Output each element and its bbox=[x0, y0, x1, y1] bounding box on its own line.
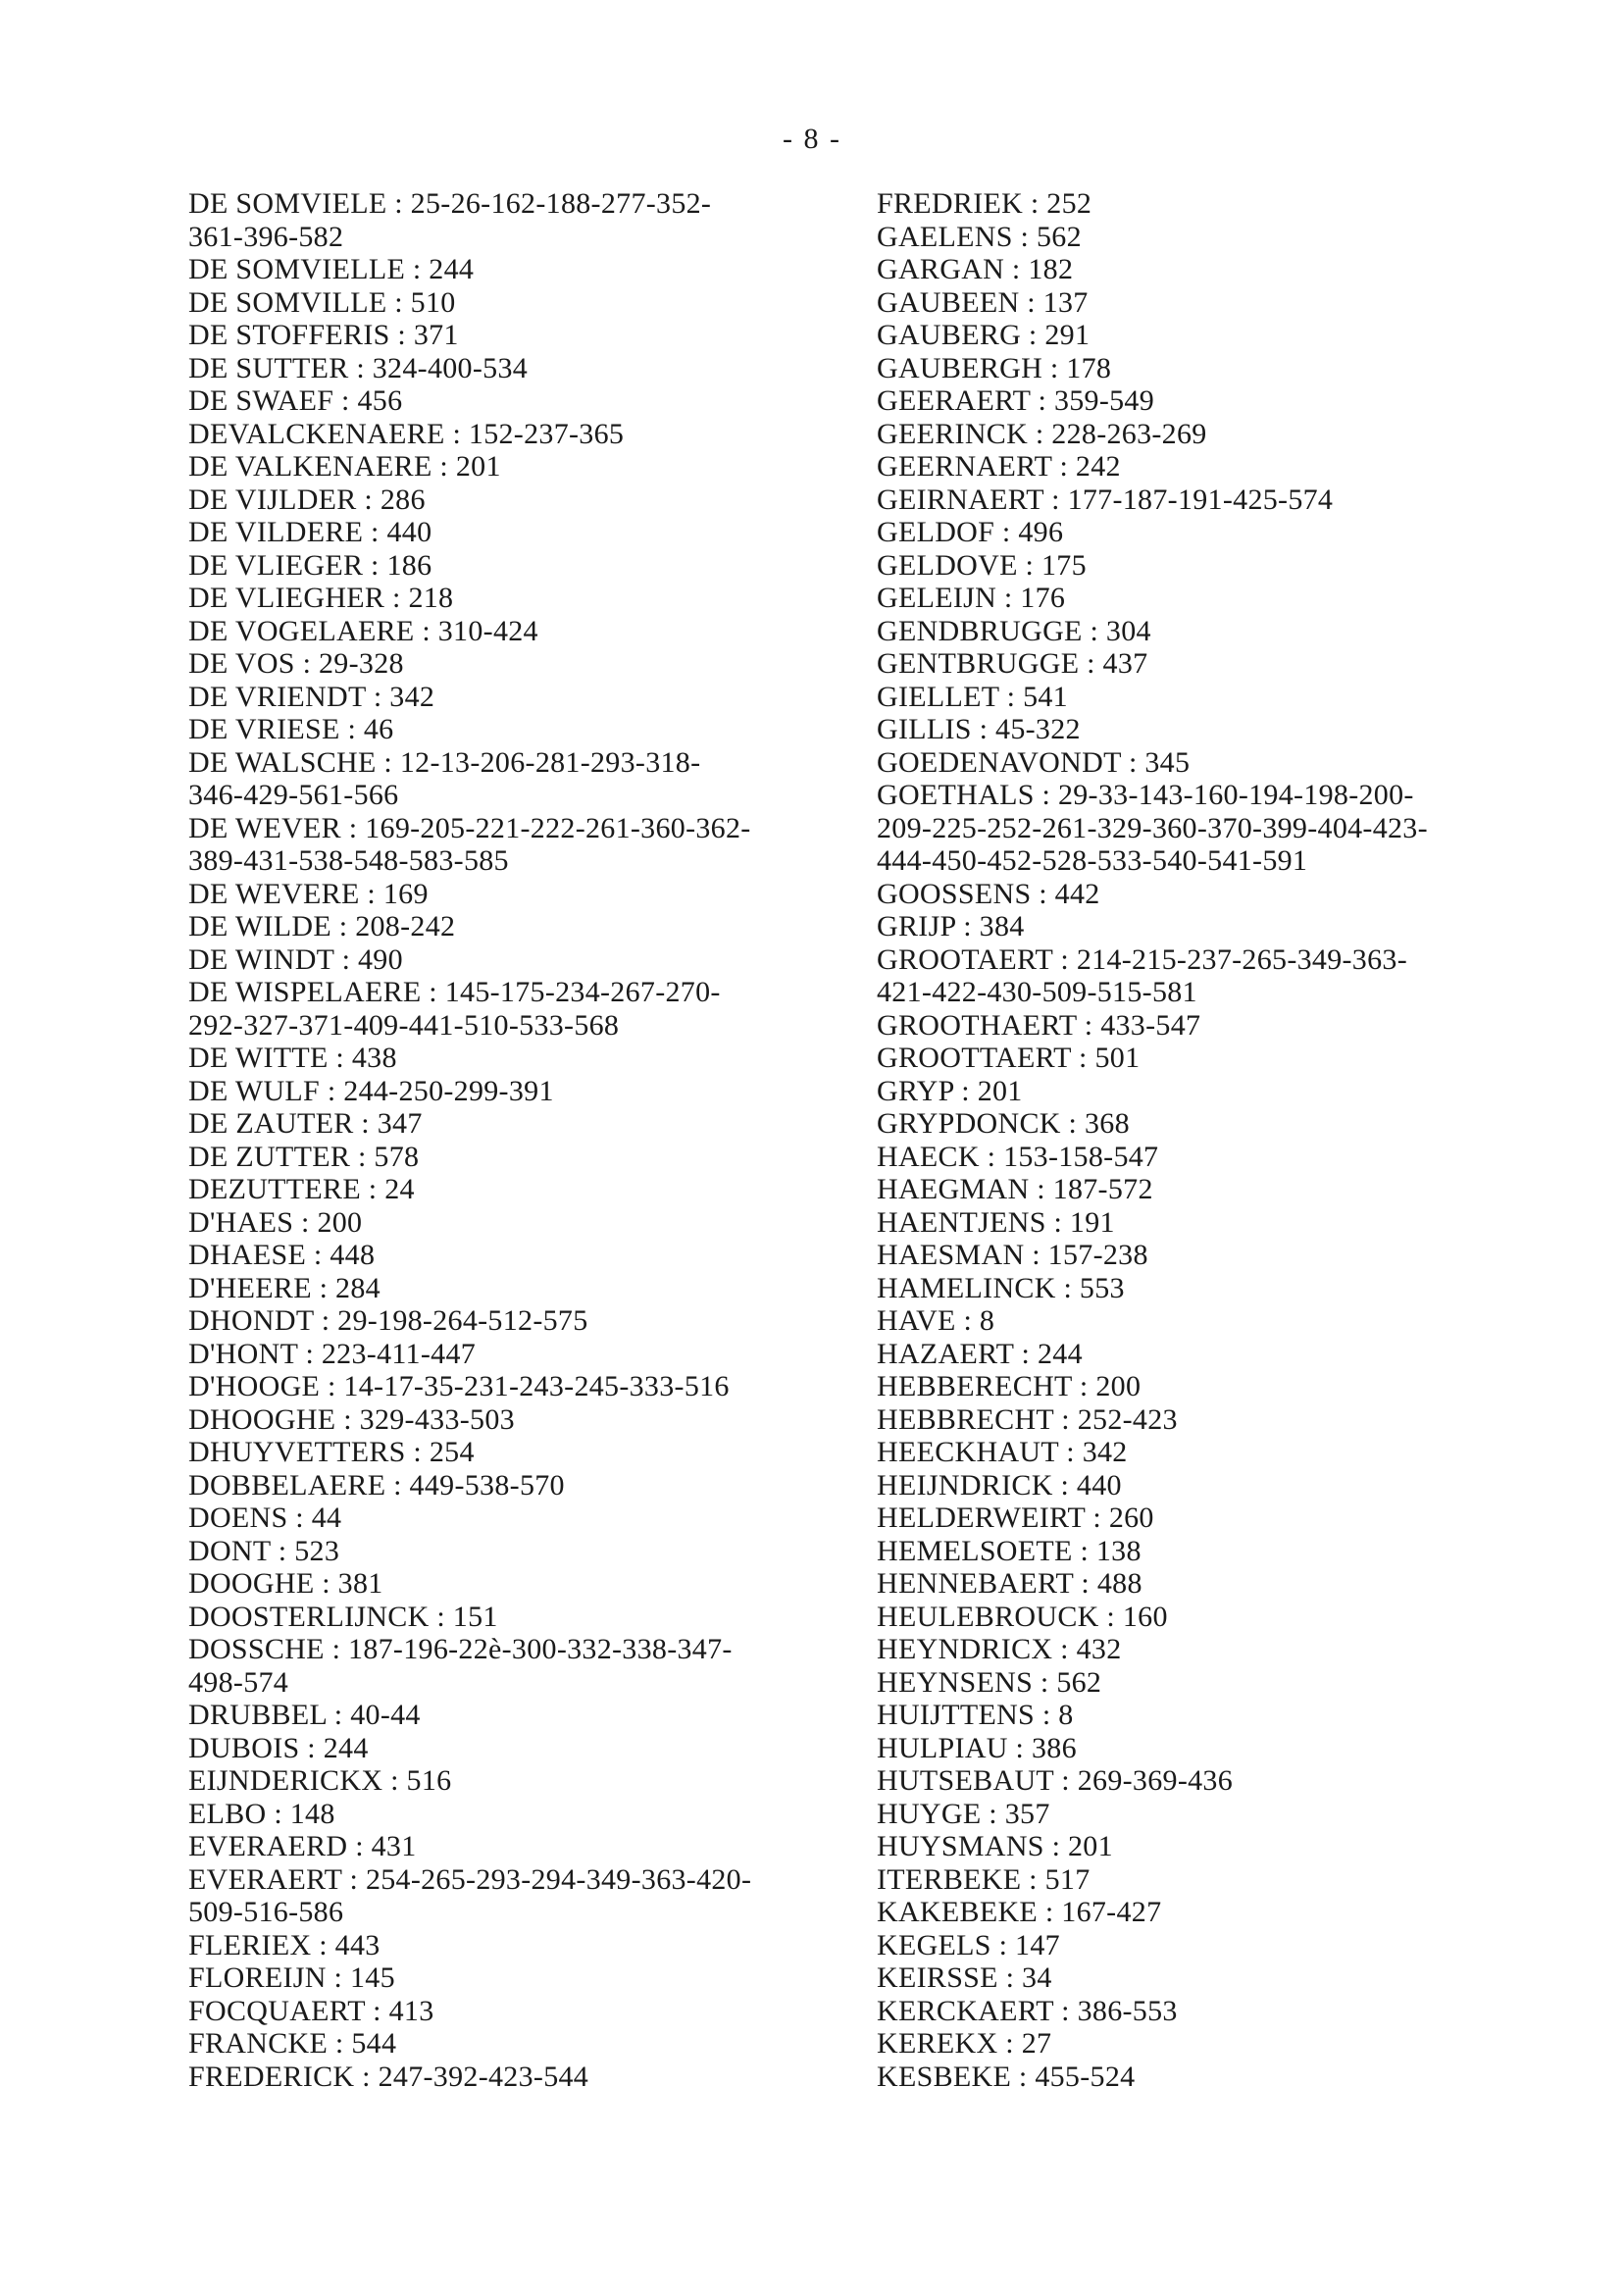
index-entry-line: HUTSEBAUT : 269-369-436 bbox=[877, 1764, 1234, 1797]
index-entry-line: DOSSCHE : 187-196-22è-300-332-338-347- bbox=[188, 1633, 733, 1665]
index-entry-line: 509-516-586 bbox=[188, 1896, 344, 1928]
index-entry-line: GAUBERG : 291 bbox=[877, 319, 1091, 351]
index-entry-line: 346-429-561-566 bbox=[188, 779, 399, 811]
index-entry-line: GEERNAERT : 242 bbox=[877, 450, 1121, 483]
index-entry-line: DE SUTTER : 324-400-534 bbox=[188, 351, 529, 384]
index-entry-line: DE WILDE : 208-242 bbox=[188, 910, 456, 942]
index-entry-line: HEECKHAUT : 342 bbox=[877, 1436, 1128, 1468]
index-entry-line: EIJNDERICKX : 516 bbox=[188, 1764, 452, 1797]
index-entry-line: GELDOF : 496 bbox=[877, 516, 1064, 548]
index-entry-line: DE ZUTTER : 578 bbox=[188, 1140, 420, 1173]
index-entry-line: DE SWAEF : 456 bbox=[188, 384, 403, 417]
index-entry-line: DOOSTERLIJNCK : 151 bbox=[188, 1600, 498, 1633]
index-entry-line: DOBBELAERE : 449-538-570 bbox=[188, 1468, 565, 1502]
index-entry-line: GAUBEEN : 137 bbox=[877, 285, 1089, 319]
index-entry-line: 421-422-430-509-515-581 bbox=[877, 976, 1197, 1008]
index-entry-line: DE WEVERE : 169 bbox=[188, 877, 429, 910]
index-entry-line: DUBOIS : 244 bbox=[188, 1731, 369, 1764]
index-entry-line: HAEGMAN : 187-572 bbox=[877, 1173, 1153, 1205]
index-entry-line: GILLIS : 45-322 bbox=[877, 713, 1081, 745]
index-entry-line: DE WISPELAERE : 145-175-234-267-270- bbox=[188, 976, 721, 1008]
index-entry-line: DEVALCKENAERE : 152-237-365 bbox=[188, 417, 625, 450]
index-column-right bbox=[877, 187, 1583, 2093]
index-entry-line: GELEIJN : 176 bbox=[877, 582, 1066, 614]
index-entry-line: DHUYVETTERS : 254 bbox=[188, 1436, 475, 1468]
index-entry-line: GOOSSENS : 442 bbox=[877, 877, 1100, 910]
index-entry-line: EVERAERT : 254-265-293-294-349-363-420- bbox=[188, 1862, 752, 1896]
index-entry-line: 444-450-452-528-533-540-541-591 bbox=[877, 844, 1308, 877]
index-entry-line: DE WEVER : 169-205-221-222-261-360-362- bbox=[188, 811, 751, 844]
index-entry-line: DE VRIESE : 46 bbox=[188, 713, 394, 745]
index-entry-line: 209-225-252-261-329-360-370-399-404-423- bbox=[877, 811, 1428, 844]
index-entry-line: 292-327-371-409-441-510-533-568 bbox=[188, 1008, 620, 1042]
index-entry-line: GRIJP : 384 bbox=[877, 910, 1025, 942]
index-entry-line: DE STOFFERIS : 371 bbox=[188, 319, 459, 351]
index-entry-line: HAESMAN : 157-238 bbox=[877, 1239, 1148, 1271]
index-entry-line: DHAESE : 448 bbox=[188, 1239, 376, 1271]
index-entry-line: GROOTTAERT : 501 bbox=[877, 1042, 1141, 1074]
index-entry-line: KEGELS : 147 bbox=[877, 1928, 1060, 1961]
index-entry-line: HULPIAU : 386 bbox=[877, 1731, 1077, 1764]
index-entry-line: DE WULF : 244-250-299-391 bbox=[188, 1074, 554, 1107]
index-entry-line: GIELLET : 541 bbox=[877, 680, 1068, 713]
index-entry-line: HEIJNDRICK : 440 bbox=[877, 1468, 1122, 1502]
index-entry-line: FRANCKE : 544 bbox=[188, 2027, 397, 2060]
index-entry-line: KERCKAERT : 386-553 bbox=[877, 1994, 1178, 2027]
index-entry-line: DE SOMVIELLE : 244 bbox=[188, 253, 475, 285]
index-entry-line: HEYNDRICX : 432 bbox=[877, 1633, 1122, 1665]
index-entry-line: FLOREIJN : 145 bbox=[188, 1961, 395, 1994]
index-entry-line: D'HOOGE : 14-17-35-231-243-245-333-516 bbox=[188, 1370, 730, 1402]
index-entry-line: DE SOMVILLE : 510 bbox=[188, 285, 456, 319]
index-entry-line: GROOTAERT : 214-215-237-265-349-363- bbox=[877, 942, 1407, 976]
index-entry-line: GARGAN : 182 bbox=[877, 253, 1074, 285]
index-entry-line: HAECK : 153-158-547 bbox=[877, 1140, 1159, 1173]
index-entry-line: DE VRIENDT : 342 bbox=[188, 680, 435, 713]
index-entry-line: KEIRSSE : 34 bbox=[877, 1961, 1052, 1994]
index-entry-line: DE VALKENAERE : 201 bbox=[188, 450, 501, 483]
index-entry-line: GEERAERT : 359-549 bbox=[877, 384, 1155, 417]
index-entry-line: HEULEBROUCK : 160 bbox=[877, 1600, 1168, 1633]
index-entry-line: D'HONT : 223-411-447 bbox=[188, 1337, 477, 1370]
index-entry-line: GROOTHAERT : 433-547 bbox=[877, 1008, 1201, 1042]
index-entry-line: DOOGHE : 381 bbox=[188, 1567, 383, 1600]
index-entry-line: FREDRIEK : 252 bbox=[877, 187, 1092, 220]
index-entry-line: HEMELSOETE : 138 bbox=[877, 1534, 1142, 1567]
index-entry-line: GOETHALS : 29-33-143-160-194-198-200- bbox=[877, 779, 1414, 811]
index-entry-line: GELDOVE : 175 bbox=[877, 548, 1087, 582]
index-entry-line: HEBBRECHT : 252-423 bbox=[877, 1402, 1178, 1436]
index-entry-line: DE VILDERE : 440 bbox=[188, 516, 432, 548]
index-entry-line: ELBO : 148 bbox=[188, 1797, 335, 1830]
index-entry-line: HAENTJENS : 191 bbox=[877, 1205, 1115, 1239]
index-entry-line: GENTBRUGGE : 437 bbox=[877, 647, 1148, 680]
index-entry-line: HUIJTTENS : 8 bbox=[877, 1699, 1074, 1731]
index-entry-line: GENDBRUGGE : 304 bbox=[877, 614, 1151, 647]
index-entry-line: FREDERICK : 247-392-423-544 bbox=[188, 2060, 589, 2093]
index-entry-line: DE VLIEGHER : 218 bbox=[188, 582, 454, 614]
index-entry-line: 389-431-538-548-583-585 bbox=[188, 844, 509, 877]
index-entry-line: DE SOMVIELE : 25-26-162-188-277-352- bbox=[188, 187, 712, 220]
index-entry-line: DRUBBEL : 40-44 bbox=[188, 1699, 421, 1731]
page-number: - 8 - bbox=[783, 123, 841, 155]
index-entry-line: HAMELINCK : 553 bbox=[877, 1271, 1125, 1304]
index-entry-line: DHONDT : 29-198-264-512-575 bbox=[188, 1304, 588, 1337]
index-entry-line: GOEDENAVONDT : 345 bbox=[877, 745, 1191, 779]
index-entry-line: DE VLIEGER : 186 bbox=[188, 548, 432, 582]
index-entry-line: DE WITTE : 438 bbox=[188, 1042, 397, 1074]
index-column-left bbox=[188, 187, 865, 2093]
index-entry-line: FLERIEX : 443 bbox=[188, 1928, 381, 1961]
index-entry-line: GAUBERGH : 178 bbox=[877, 351, 1112, 384]
index-entry-line: DE WINDT : 490 bbox=[188, 942, 403, 976]
index-entry-line: HAVE : 8 bbox=[877, 1304, 995, 1337]
index-entry-line: ITERBEKE : 517 bbox=[877, 1862, 1091, 1896]
index-entry-line: HEYNSENS : 562 bbox=[877, 1665, 1102, 1699]
index-entry-line: KAKEBEKE : 167-427 bbox=[877, 1896, 1162, 1928]
index-entry-line: 498-574 bbox=[188, 1665, 289, 1699]
index-entry-line: HELDERWEIRT : 260 bbox=[877, 1502, 1154, 1534]
index-entry-line: DE VOS : 29-328 bbox=[188, 647, 404, 680]
index-entry-line: HUYSMANS : 201 bbox=[877, 1830, 1113, 1862]
index-entry-line: D'HAES : 200 bbox=[188, 1205, 363, 1239]
index-entry-line: GEERINCK : 228-263-269 bbox=[877, 417, 1207, 450]
index-entry-line: GRYPDONCK : 368 bbox=[877, 1107, 1130, 1140]
index-entry-line: GAELENS : 562 bbox=[877, 220, 1082, 253]
index-entry-line: GRYP : 201 bbox=[877, 1074, 1023, 1107]
index-entry-line: HEBBERECHT : 200 bbox=[877, 1370, 1142, 1402]
index-entry-line: KESBEKE : 455-524 bbox=[877, 2060, 1136, 2093]
index-entry-line: DOENS : 44 bbox=[188, 1502, 342, 1534]
index-entry-line: DEZUTTERE : 24 bbox=[188, 1173, 415, 1205]
index-entry-line: HENNEBAERT : 488 bbox=[877, 1567, 1142, 1600]
index-entry-line: D'HEERE : 284 bbox=[188, 1271, 381, 1304]
index-entry-line: EVERAERD : 431 bbox=[188, 1830, 417, 1862]
index-entry-line: DE ZAUTER : 347 bbox=[188, 1107, 423, 1140]
index-entry-line: KEREKX : 27 bbox=[877, 2027, 1052, 2060]
index-entry-line: GEIRNAERT : 177-187-191-425-574 bbox=[877, 483, 1334, 516]
index-entry-line: DHOOGHE : 329-433-503 bbox=[188, 1402, 515, 1436]
index-entry-line: DE VIJLDER : 286 bbox=[188, 483, 426, 516]
index-entry-line: HAZAERT : 244 bbox=[877, 1337, 1083, 1370]
index-entry-line: DE VOGELAERE : 310-424 bbox=[188, 614, 538, 647]
index-entry-line: FOCQUAERT : 413 bbox=[188, 1994, 434, 2027]
index-entry-line: DONT : 523 bbox=[188, 1534, 340, 1567]
index-entry-line: DE WALSCHE : 12-13-206-281-293-318- bbox=[188, 745, 701, 779]
index-entry-line: HUYGE : 357 bbox=[877, 1797, 1050, 1830]
index-entry-line: 361-396-582 bbox=[188, 220, 344, 253]
